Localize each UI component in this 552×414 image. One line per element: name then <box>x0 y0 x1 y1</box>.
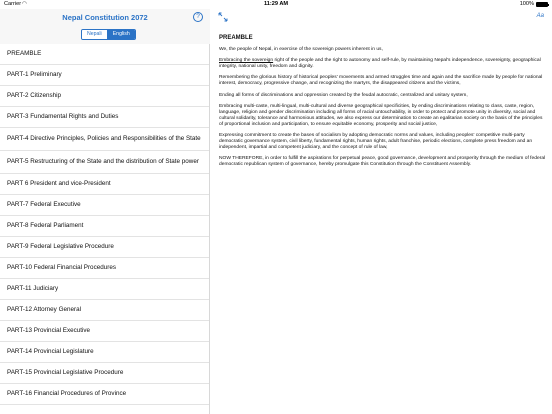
battery-percentage: 100% <box>519 1 534 7</box>
article-text <box>219 35 547 174</box>
toc-item-part-9[interactable]: PART-9 Federal Legislative Procedure <box>0 237 209 258</box>
toc-item-preamble[interactable]: PREAMBLE <box>0 44 209 65</box>
paragraph-3: Remembering the glorious history of historical peoples' movements and armed struggles time and again and the sacrifice made by people for national interest, democracy, progressive change, and recognizing the martyrs, the disappeared citizens and the victims, <box>219 75 543 87</box>
paragraph-6: Expressing commitment to create the bases of socialism by adopting democratic norms and values, including peoples' competitive multi-party democratic governance system, civil liberty, fundamental rights, human rights, adult franchise, periodic elections, complete press freedom and an independent, impartial and competent judiciary, and the concept of rule of law, <box>219 133 533 151</box>
toc-item-part-6[interactable]: PART 6 President and vice-President <box>0 174 209 195</box>
help-icon[interactable]: ? <box>193 12 203 22</box>
paragraph-5: Embracing multi-caste, multi-lingual, multi-cultural and diverse geographical specificities, by ending discriminations relating to class, caste, region, language, religion and gender discrimination including all forms of racial untouchability, in order to protect and promote unity in diversity, social and cultural solidarity, tolerance and harmonious attitudes, we also express our determination to create an egalitarian society on the basis of the principles of proportional inclusion and participation, to ensure equitable economy, prosperity and social justice, <box>219 103 543 127</box>
sidebar <box>0 9 210 414</box>
wifi-icon: ◠ <box>22 1 27 7</box>
toc-item-part-1[interactable]: PART-1 Preliminary <box>0 65 209 86</box>
font-size-icon[interactable]: Aa <box>536 13 544 19</box>
battery-icon <box>536 2 548 7</box>
status-bar <box>0 0 552 9</box>
toc-item-part-5[interactable]: PART-5 Restructuring of the State and the distribution of State power <box>0 151 209 174</box>
app-title: Nepal Constitution 2072 <box>62 13 148 22</box>
carrier-label: Carrier <box>4 1 22 7</box>
paragraph-1: We, the people of Nepal, in exercise of the sovereign powers inherent in us, <box>219 47 383 53</box>
content-pane <box>211 9 552 414</box>
paragraph-2-text: right of the people and the right to autonomy and self-rule, by maintaining Nepal's independence, sovereignty, geographical integrity, national unity, freedom and dignity. <box>219 58 541 70</box>
toc-item-part-16[interactable]: PART-16 Financial Procedures of Province <box>0 384 209 405</box>
toc-item-part-4[interactable]: PART-4 Directive Principles, Policies and Responsibilities of the State <box>0 128 209 151</box>
toc-item-part-3[interactable]: PART-3 Fundamental Rights and Duties <box>0 107 209 128</box>
toc-item-part-10[interactable]: PART-10 Federal Financial Procedures <box>0 258 209 279</box>
toc-item-part-12[interactable]: PART-12 Attorney General <box>0 300 209 321</box>
toc-item-part-11[interactable]: PART-11 Judiciary <box>0 279 209 300</box>
toc-item-part-13[interactable]: PART-13 Provincial Executive <box>0 321 209 342</box>
language-option-english[interactable]: English <box>107 30 135 39</box>
language-option-nepali[interactable]: Nepali <box>82 30 107 39</box>
paragraph-4: Ending all forms of discriminations and oppression created by the feudal autocratic, centralized and unitary system, <box>219 92 468 98</box>
toc-item-part-7[interactable]: PART-7 Federal Executive <box>0 195 209 216</box>
sidebar-header <box>0 9 210 44</box>
paragraph-7: NOW THEREFORE, in order to fulfill the aspirations for perpetual peace, good governance, development and prosperity through the medium of federal democratic republican system of governance, hereby promulgate this Constitution through the Constituent Assembly. <box>219 156 546 168</box>
table-of-contents <box>0 44 209 414</box>
status-time: 11:29 AM <box>263 1 289 7</box>
language-toggle <box>81 29 136 40</box>
underlined-phrase: Embracing the sovereign <box>219 58 274 64</box>
toc-item-part-2[interactable]: PART-2 Citizenship <box>0 86 209 107</box>
toc-item-part-8[interactable]: PART-8 Federal Parliament <box>0 216 209 237</box>
toc-item-part-15[interactable]: PART-15 Provincial Legislative Procedure <box>0 363 209 384</box>
content-header <box>211 9 552 27</box>
expand-icon[interactable] <box>218 12 228 22</box>
paragraph-2 <box>219 58 547 70</box>
toc-item-part-14[interactable]: PART-14 Provincial Legislature <box>0 342 209 363</box>
article-heading: PREAMBLE <box>219 35 253 41</box>
